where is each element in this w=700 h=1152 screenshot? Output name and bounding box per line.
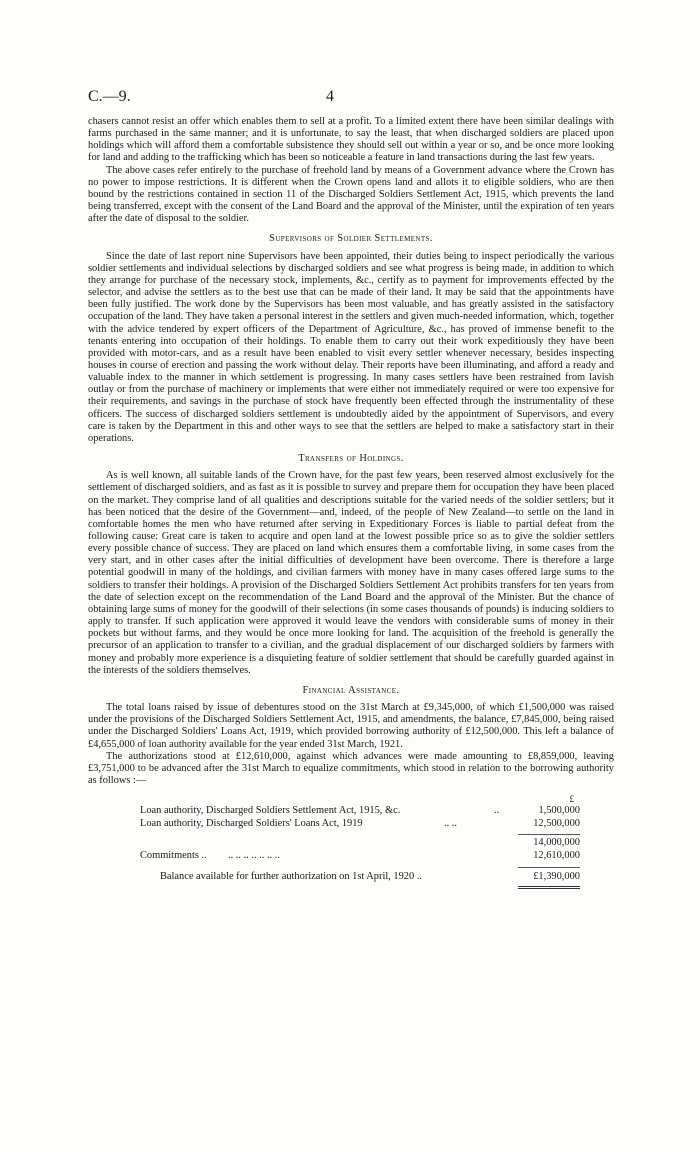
finance-row xyxy=(88,818,614,831)
paragraph: As is well known, all suitable lands of the Crown have, for the past few years, been reserved almost exclusively for the settlement of discharged soldiers, and as fast as it is possible to survey and prepare them for occupation they have been placed on the market. They comprise land of all qualities and descriptions suitable for the varied needs of the soldier settlers; but it has been noticed that the desire of the Government—and, indeed, of the people of New Zealand—to settle on the land in comfortable homes the men who have returned after serving in Expeditionary Forces is liable to partial defeat from the following cause: Great care is taken to acquire and open land at the lowest possible price so as to give the soldier settlers every possible chance of success. They are placed on land which ensures them a comfortable living, in some cases from the very start, and in other cases after the initial difficulties of development have been overcome. There is therefore a large potential goodwill in many of the holdings, and civilian farmers with money have in many cases offered large sums to the soldiers to transfer their holdings. A provision of the Discharged Soldiers Settlement Act prohibits transfers for ten years from the date of selection except on the recommendation of the Land Board and the approval of the Minister. But the chance of obtaining large sums of money for the goodwill of their selections (in some cases thousands of pounds) is inducing soldiers to apply to transfer. If such application were approved it would leave the vendors with considerable sums of money in their pockets but without farms, and they would be once more looking for land. The acquisition of the freehold is generally the precursor of an application to transfer to a civilian, and the gradual displacement of our discharged soldiers by farmers with money and probably more experience is a disquieting feature of soldier settlement that should be carefully guarded against in the interests of the soldiers themselves. xyxy=(88,470,614,676)
finance-row xyxy=(88,805,614,818)
finance-commitments-row xyxy=(88,850,614,863)
section-heading-transfers: Transfers of Holdings. xyxy=(298,453,404,465)
finance-row-amount: 1,500,000 xyxy=(538,805,580,817)
document-body xyxy=(88,116,614,891)
leader-dots: .. .. .. .. .. .. .. xyxy=(228,850,280,862)
double-rule-row xyxy=(88,885,614,891)
page-header xyxy=(88,88,614,108)
finance-balance-row xyxy=(88,871,614,885)
finance-statement xyxy=(88,793,614,891)
currency-unit xyxy=(88,793,614,805)
currency-unit-label: £ xyxy=(569,794,574,805)
paragraph: Since the date of last report nine Supervisors have been appointed, their duties being to inspect periodically the various soldier settlements and individual selections by discharged soldiers and see what progress is being made, in addition to which they arrange for purchase of the necessary stock, implements, &c., certify as to payment for improvements effected by the selector, and advise the settlers as to the best use that can be made of their land. It may be said that the appointments have been fully justified. The work done by the Supervisors has been most valuable, and has greatly assisted in the satisfactory occupation of the land. They have taken a personal interest in the settlers and given much-needed information, which, together with the advice tendered by expert officers of the Department of Agriculture, &c., has proved of immense benefit to the tenants entering into occupation of their holdings. To enable them to carry out their work expeditiously they have been provided with motor-cars, and as a result have been enabled to visit every settler whenever necessary, besides inspecting houses in course of erection and passing the work without delay. Their reports have been illuminating, and afford a ready and valuable index to the manner in which settlement is progressing. In many cases settlers have been restrained from lavish outlay or from the purchase of machinery or implements that were either not immediately required or were too expensive for their requirements, and savings in the purchase of stock have frequently been effected through the instrumentality of these officers. The success of discharged soldiers settlement is undoubtedly aided by the appointment of Supervisors, and every care is taken by the Department in this and other ways to see that the settlers are helped to make a satisfactory start in their operations. xyxy=(88,250,614,444)
finance-row-amount: 12,500,000 xyxy=(533,818,580,830)
balance-label: Balance available for further authorization on 1st April, 1920 .. xyxy=(160,871,422,883)
subtotal-rule xyxy=(518,834,580,835)
finance-row-label: Loan authority, Discharged Soldiers' Loans Act, 1919 xyxy=(140,818,363,830)
paragraph: The above cases refer entirely to the purchase of freehold land by means of a Government advance where the Crown has no power to impose restrictions. It is different when the Crown opens land and allots it to eligible soldiers, who are then bound by the restrictions contained in section 11 of the Discharged Soldiers Settlement Act, 1915, which prevents the land being transferred, except with the consent of the Land Board and the approval of the Minister, until the expiration of ten years after the date of disposal to the soldier. xyxy=(88,164,614,225)
paragraph: The total loans raised by issue of debentures stood on the 31st March at £9,345,000, of which £1,500,000 was raised under the provisions of the Discharged Soldiers Settlement Act, 1915, and amendments, the balance, £7,845,000, being raised under the Discharged Soldiers' Loans Act, 1919, which provided borrowing authority of £12,500,000. This left a balance of £4,655,000 of loan authority available for the year ended 31st March, 1921. xyxy=(88,702,614,750)
finance-subtotal: 14,000,000 xyxy=(533,837,580,849)
paragraph: The authorizations stood at £12,610,000, against which advances were made amounting to £8,859,000, leaving £3,751,000 to be advanced after the 31st March to equalize commitments, which stood in relation to the borrowing authority as follows :— xyxy=(88,750,614,786)
paragraph: chasers cannot resist an offer which enables them to sell at a profit. To a limited extent there have been similar dealings with farms purchased in the same manner; and it is unfortunate, to say the least, that when discharged soldiers are placed upon holdings which will afford them a comfortable subsistence they should sell out within a year or so, and be once more looking for land and adding to the trafficking which has been so noticeable a feature in land transactions during the last few years. xyxy=(88,116,614,164)
balance-rule-row xyxy=(88,863,614,871)
finance-row-label: Loan authority, Discharged Soldiers Settlement Act, 1915, &c. xyxy=(140,805,401,817)
finance-subtotal-row xyxy=(88,837,614,850)
section-heading-financial: Financial Assistance. xyxy=(302,684,400,696)
page-number: 4 xyxy=(326,88,334,105)
balance-rule xyxy=(518,867,580,868)
double-underline xyxy=(518,886,580,889)
commitments-label: Commitments .. xyxy=(140,850,207,862)
commitments-amount: 12,610,000 xyxy=(533,850,580,862)
section-heading-supervisors: Supervisors of Soldier Settlements. xyxy=(269,233,433,245)
balance-amount: £1,390,000 xyxy=(533,871,580,883)
leader-dots: .. xyxy=(494,805,500,817)
document-reference: C.—9. xyxy=(88,88,131,105)
leader-dots: .. .. xyxy=(444,818,457,830)
